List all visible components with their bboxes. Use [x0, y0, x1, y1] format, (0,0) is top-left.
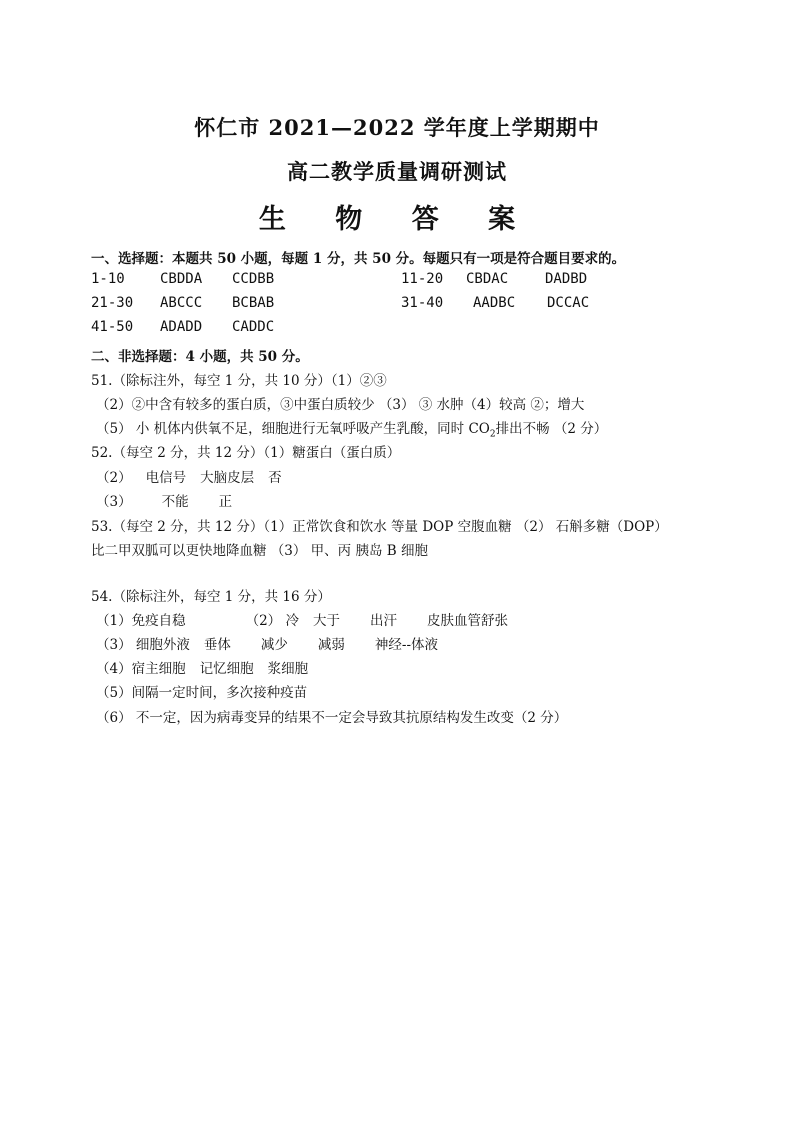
q51-line-3 [96, 417, 607, 440]
answer-set: ABCCC [160, 295, 203, 311]
q54-answer: （4）宿主细胞 [96, 661, 186, 677]
q54-answer: 减少 [260, 637, 288, 653]
q54-answer: 大于 [312, 613, 340, 629]
q54-line-3 [96, 633, 438, 653]
q54-answer: 神经--体液 [374, 637, 439, 653]
q51-line-1: 51.（除标注外，每空 1 分，共 10 分）（1）②③ [91, 373, 387, 389]
answer-set: CADDC [232, 319, 275, 335]
co2-subscript: 2 [489, 429, 496, 440]
answer-range: 31-40 [401, 295, 444, 311]
q54-answer: 记忆细胞 [199, 661, 254, 677]
q54-line-5: （5）间隔一定时间，多次接种疫苗 [96, 685, 308, 701]
q52-answer: 正 [218, 494, 233, 510]
q52-part-label: （3） [96, 494, 132, 510]
q54-answer: 出汗 [369, 613, 397, 629]
q54-line-1: 54.（除标注外，每空 1 分，共 16 分） [91, 589, 331, 605]
answer-set: AADBC [473, 295, 516, 311]
answer-set: DCCAC [547, 295, 590, 311]
answer-set: CBDDA [160, 271, 203, 287]
q54-answer: 减弱 [317, 637, 345, 653]
q54-answer: 浆细胞 [267, 661, 309, 677]
q52-line-2 [96, 466, 282, 486]
q53-line-1: 53.（每空 2 分，共 12 分）（1）正常饮食和饮水 等量 DOP 空腹血糖 （2） 石斛多糖（DOP） [91, 519, 668, 535]
section-2-heading: 二、非选择题：4 小题，共 50 分。 [91, 349, 309, 365]
q52-line-1: 52.（每空 2 分，共 12 分）（1）糖蛋白（蛋白质） [91, 445, 401, 461]
subject-answer-title: 生 物 答 案 [258, 204, 536, 235]
answer-set: DADBD [545, 271, 588, 287]
q54-line-6: （6） 不一定，因为病毒变异的结果不一定会导致其抗原结构发生改变（2 分） [96, 710, 568, 726]
q51-line-2: （2）②中含有较多的蛋白质，③中蛋白质较少 （3） ③ 水肿（4）较高 ②；增大 [96, 397, 585, 413]
answer-set: ADADD [160, 319, 203, 335]
q52-answer: 电信号 [145, 470, 187, 486]
q54-line-4 [96, 657, 308, 677]
q54-answer: 皮肤血管舒张 [426, 613, 508, 629]
q54-line-2 [96, 609, 508, 629]
q52-line-3 [96, 490, 232, 510]
answer-set: CCDBB [232, 271, 275, 287]
section-1-heading: 一、选择题：本题共 50 小题，每题 1 分，共 50 分。每题只有一项是符合题目要求的。 [91, 251, 626, 267]
q54-answer: （3） 细胞外液 [96, 637, 190, 653]
answer-set: BCBAB [232, 295, 275, 311]
q52-answer: 大脑皮层 [200, 470, 255, 486]
q52-answer: 否 [268, 470, 282, 486]
answer-range: 41-50 [91, 319, 134, 335]
q52-part-label: （2） [96, 470, 132, 486]
exam-title-line-1: 怀仁市 2021—2022 学年度上学期期中 [194, 115, 600, 140]
q53-line-2: 比二甲双胍可以更快地降血糖 （3） 甲、丙 胰岛 B 细胞 [91, 543, 428, 559]
q51-line-3-tail: 排出不畅 （2 分） [495, 421, 608, 437]
answer-range: 1-10 [91, 271, 125, 287]
answer-set: CBDAC [466, 271, 509, 287]
answer-range: 11-20 [401, 271, 444, 287]
q54-answer: （1）免疫自稳 [96, 613, 186, 629]
q54-answer: 垂体 [203, 637, 231, 653]
exam-title-line-2: 高二教学质量调研测试 [287, 159, 507, 184]
q54-answer: （2） 冷 [245, 613, 299, 629]
q52-answer: 不能 [161, 494, 189, 510]
q51-line-3-text: （5） 小 机体内供氧不足，细胞进行无氧呼吸产生乳酸，同时 CO [96, 421, 490, 437]
answer-range: 21-30 [91, 295, 134, 311]
